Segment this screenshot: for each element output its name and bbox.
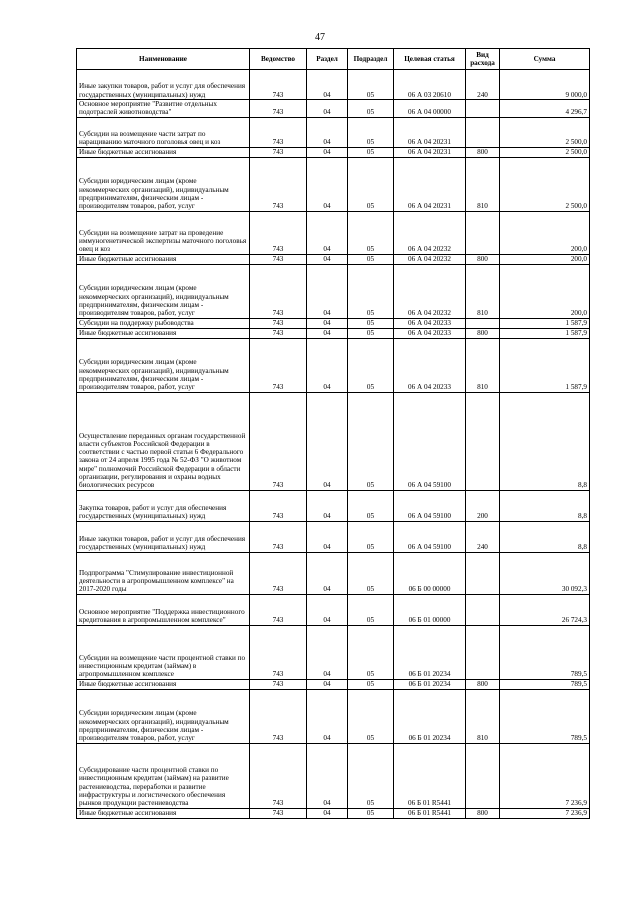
row-razdel: 04 [307, 689, 348, 743]
table-row [77, 147, 590, 157]
row-cel: 06 Б 01 20234 [394, 679, 466, 689]
row-podrazdel: 05 [348, 392, 394, 490]
row-podrazdel: 05 [348, 264, 394, 318]
row-podrazdel: 05 [348, 552, 394, 594]
header-summa: Сумма [500, 49, 590, 70]
row-vid [466, 100, 500, 118]
row-razdel: 04 [307, 318, 348, 328]
row-cel: 06 А 04 20232 [394, 254, 466, 264]
row-cel: 06 Б 01 20234 [394, 625, 466, 679]
row-podrazdel: 05 [348, 594, 394, 625]
row-ved: 743 [250, 70, 307, 100]
row-ved: 743 [250, 594, 307, 625]
table-row [77, 392, 590, 490]
row-summa: 1 587,9 [500, 318, 590, 328]
header-vid: Вид расхода [466, 49, 500, 70]
row-razdel: 04 [307, 490, 348, 521]
row-ved: 743 [250, 689, 307, 743]
row-ved: 743 [250, 338, 307, 392]
row-razdel: 04 [307, 254, 348, 264]
row-cel: 06 А 04 20231 [394, 117, 466, 147]
row-razdel: 04 [307, 552, 348, 594]
table-row [77, 689, 590, 743]
row-name: Подпрограмма "Стимулирование инвестиционной деятельности в агропромышленном комплексе" на 2017-2020 годы [77, 552, 250, 594]
row-vid [466, 594, 500, 625]
row-razdel: 04 [307, 594, 348, 625]
row-podrazdel: 05 [348, 147, 394, 157]
row-razdel: 04 [307, 521, 348, 552]
row-ved: 743 [250, 264, 307, 318]
row-razdel: 04 [307, 100, 348, 118]
row-name: Основное мероприятие "Поддержка инвестиционного кредитования в агропромышленном комплексе" [77, 594, 250, 625]
row-razdel: 04 [307, 117, 348, 147]
row-summa: 8,8 [500, 490, 590, 521]
row-podrazdel: 05 [348, 318, 394, 328]
row-cel: 06 Б 00 00000 [394, 552, 466, 594]
row-name: Закупка товаров, работ и услуг для обеспечения государственных (муниципальных) нужд [77, 490, 250, 521]
header-cel: Целевая статья [394, 49, 466, 70]
table-row [77, 808, 590, 818]
row-ved: 743 [250, 521, 307, 552]
row-razdel: 04 [307, 264, 348, 318]
row-podrazdel: 05 [348, 70, 394, 100]
row-ved: 743 [250, 808, 307, 818]
row-name: Субсидии юридическим лицам (кроме некоммерческих организаций), индивидуальным предпринимателям, физическим лицам - производителям товаров, работ, услуг [77, 338, 250, 392]
row-vid: 800 [466, 679, 500, 689]
row-podrazdel: 05 [348, 625, 394, 679]
row-summa: 200,0 [500, 254, 590, 264]
row-summa: 8,8 [500, 392, 590, 490]
row-podrazdel: 05 [348, 211, 394, 254]
row-summa: 7 236,9 [500, 808, 590, 818]
row-ved: 743 [250, 743, 307, 808]
row-vid [466, 117, 500, 147]
row-cel: 06 А 04 59100 [394, 490, 466, 521]
row-cel: 06 А 04 20233 [394, 328, 466, 338]
row-ved: 743 [250, 100, 307, 118]
row-vid: 810 [466, 264, 500, 318]
row-summa: 1 587,9 [500, 338, 590, 392]
row-razdel: 04 [307, 147, 348, 157]
row-name: Субсидии юридическим лицам (кроме некоммерческих организаций), индивидуальным предпринимателям, физическим лицам - производителям товаров, работ, услуг [77, 264, 250, 318]
row-ved: 743 [250, 328, 307, 338]
row-summa: 1 587,9 [500, 328, 590, 338]
row-vid: 800 [466, 147, 500, 157]
row-ved: 743 [250, 679, 307, 689]
row-podrazdel: 05 [348, 254, 394, 264]
row-summa: 2 500,0 [500, 117, 590, 147]
row-vid [466, 392, 500, 490]
row-razdel: 04 [307, 70, 348, 100]
row-vid [466, 211, 500, 254]
row-summa: 2 500,0 [500, 157, 590, 211]
header-podrazdel: Подраздел [348, 49, 394, 70]
row-cel: 06 Б 01 R5441 [394, 808, 466, 818]
row-ved: 743 [250, 147, 307, 157]
table-row [77, 594, 590, 625]
row-summa: 9 000,0 [500, 70, 590, 100]
row-vid: 800 [466, 254, 500, 264]
row-summa: 2 500,0 [500, 147, 590, 157]
table-row [77, 625, 590, 679]
row-name: Осуществление переданных органам государственной власти субъектов Российской Федерации в соответствии с частью первой статьи 6 Федерального закона от 24 апреля 1995 года № 52-ФЗ "О животном мире" полномочий Российской Федерации в области организации, регулирования и охраны водных биологических ресурсов [77, 392, 250, 490]
row-podrazdel: 05 [348, 521, 394, 552]
row-ved: 743 [250, 318, 307, 328]
row-name: Иные бюджетные ассигнования [77, 808, 250, 818]
row-podrazdel: 05 [348, 490, 394, 521]
row-name: Субсидии на возмещение затрат на проведение иммуногенетической экспертизы маточного поголовья овец и коз [77, 211, 250, 254]
row-vid: 240 [466, 70, 500, 100]
row-name: Субсидии на поддержку рыбоводства [77, 318, 250, 328]
row-vid: 240 [466, 521, 500, 552]
row-name: Иные бюджетные ассигнования [77, 679, 250, 689]
row-podrazdel: 05 [348, 808, 394, 818]
row-cel: 06 А 04 20233 [394, 318, 466, 328]
row-ved: 743 [250, 490, 307, 521]
row-podrazdel: 05 [348, 338, 394, 392]
row-razdel: 04 [307, 679, 348, 689]
table-row [77, 328, 590, 338]
row-vid [466, 318, 500, 328]
row-summa: 8,8 [500, 521, 590, 552]
row-vid: 800 [466, 328, 500, 338]
row-name: Субсидии на возмещение части процентной ставки по инвестиционным кредитам (займам) в агропромышленном комплексе [77, 625, 250, 679]
row-summa: 26 724,3 [500, 594, 590, 625]
row-ved: 743 [250, 254, 307, 264]
row-vid: 800 [466, 808, 500, 818]
row-podrazdel: 05 [348, 100, 394, 118]
table-row [77, 117, 590, 147]
row-vid [466, 625, 500, 679]
row-cel: 06 А 03 20610 [394, 70, 466, 100]
row-ved: 743 [250, 392, 307, 490]
row-name: Субсидии на возмещение части затрат по наращиванию маточного поголовья овец и коз [77, 117, 250, 147]
row-summa: 200,0 [500, 211, 590, 254]
row-cel: 06 Б 01 00000 [394, 594, 466, 625]
row-name: Субсидии юридическим лицам (кроме некоммерческих организаций), индивидуальным предпринимателям, физическим лицам - производителям товаров, работ, услуг [77, 689, 250, 743]
row-cel: 06 А 04 20232 [394, 211, 466, 254]
row-name: Иные закупки товаров, работ и услуг для обеспечения государственных (муниципальных) нужд [77, 521, 250, 552]
table-row [77, 521, 590, 552]
table-row [77, 264, 590, 318]
row-vid [466, 552, 500, 594]
row-name: Иные бюджетные ассигнования [77, 328, 250, 338]
row-ved: 743 [250, 552, 307, 594]
row-name: Иные бюджетные ассигнования [77, 147, 250, 157]
row-cel: 06 А 04 20232 [394, 264, 466, 318]
table-row [77, 254, 590, 264]
row-summa: 789,5 [500, 689, 590, 743]
row-vid [466, 743, 500, 808]
row-razdel: 04 [307, 211, 348, 254]
row-cel: 06 Б 01 20234 [394, 689, 466, 743]
row-razdel: 04 [307, 338, 348, 392]
table-row [77, 743, 590, 808]
page-number: 47 [315, 32, 325, 43]
row-name: Основное мероприятие "Развитие отдельных подотраслей животноводства" [77, 100, 250, 118]
row-ved: 743 [250, 211, 307, 254]
row-podrazdel: 05 [348, 157, 394, 211]
row-razdel: 04 [307, 808, 348, 818]
row-name: Субсидии юридическим лицам (кроме некоммерческих организаций), индивидуальным предпринимателям, физическим лицам - производителям товаров, работ, услуг [77, 157, 250, 211]
table-row [77, 70, 590, 100]
header-ved: Ведомство [250, 49, 307, 70]
row-vid: 200 [466, 490, 500, 521]
row-cel: 06 А 04 20231 [394, 147, 466, 157]
row-ved: 743 [250, 625, 307, 679]
row-podrazdel: 05 [348, 743, 394, 808]
table-row [77, 490, 590, 521]
row-podrazdel: 05 [348, 328, 394, 338]
row-cel: 06 А 04 20233 [394, 338, 466, 392]
row-summa: 7 236,9 [500, 743, 590, 808]
row-podrazdel: 05 [348, 679, 394, 689]
row-cel: 06 А 04 00000 [394, 100, 466, 118]
row-podrazdel: 05 [348, 117, 394, 147]
row-razdel: 04 [307, 743, 348, 808]
row-vid: 810 [466, 689, 500, 743]
row-razdel: 04 [307, 157, 348, 211]
row-razdel: 04 [307, 625, 348, 679]
row-name: Субсидирование части процентной ставки по инвестиционным кредитам (займам) на развитие растениеводства, переработки и развитие инфраструктуры и логистического обеспечения рынков продукции растениеводства [77, 743, 250, 808]
row-razdel: 04 [307, 328, 348, 338]
table-row [77, 552, 590, 594]
row-summa: 789,5 [500, 625, 590, 679]
table-header-row [77, 49, 590, 70]
row-name: Иные бюджетные ассигнования [77, 254, 250, 264]
row-name: Иные закупки товаров, работ и услуг для обеспечения государственных (муниципальных) нужд [77, 70, 250, 100]
row-cel: 06 Б 01 R5441 [394, 743, 466, 808]
row-cel: 06 А 04 20231 [394, 157, 466, 211]
table-row [77, 338, 590, 392]
row-vid: 810 [466, 157, 500, 211]
row-summa: 30 092,3 [500, 552, 590, 594]
budget-table [76, 48, 590, 819]
row-podrazdel: 05 [348, 689, 394, 743]
table-row [77, 100, 590, 118]
header-name: Наименование [77, 49, 250, 70]
table-row [77, 318, 590, 328]
row-ved: 743 [250, 117, 307, 147]
row-summa: 200,0 [500, 264, 590, 318]
table-row [77, 157, 590, 211]
row-razdel: 04 [307, 392, 348, 490]
row-summa: 4 296,7 [500, 100, 590, 118]
row-vid: 810 [466, 338, 500, 392]
table-row [77, 211, 590, 254]
row-summa: 789,5 [500, 679, 590, 689]
row-cel: 06 А 04 59100 [394, 392, 466, 490]
row-ved: 743 [250, 157, 307, 211]
header-razdel: Раздел [307, 49, 348, 70]
row-cel: 06 А 04 59100 [394, 521, 466, 552]
table-row [77, 679, 590, 689]
